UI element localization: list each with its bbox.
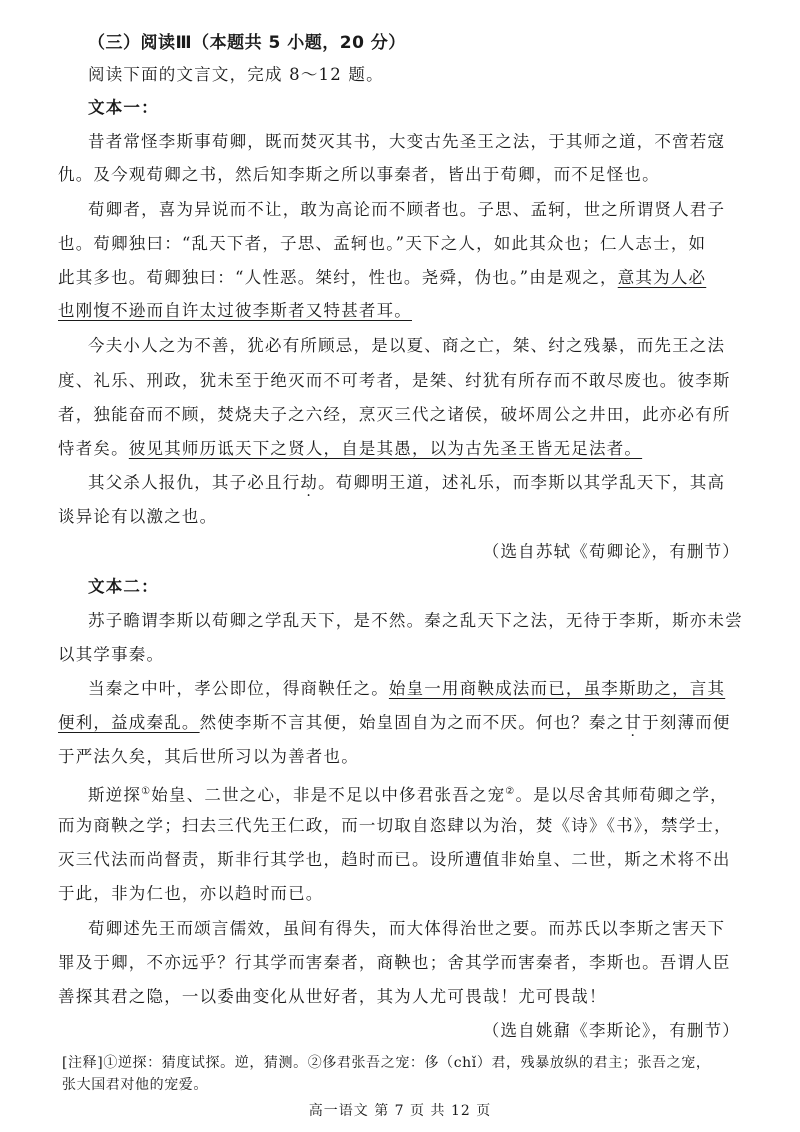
text2-line: 苏子瞻谓李斯以荀卿之学乱天下，是不然。秦之乱天下之法，无待于李斯，斯亦未尝 (88, 611, 743, 630)
text2-line (88, 678, 748, 700)
text2-line: 灭三代法而尚督责，斯非行其学也，趋时而已。设所遭值非始皇、二世，斯之术将不出 (58, 850, 731, 869)
text1-line-part: 。荀卿明王道，述礼乐，而李斯以其学乱天下，其高 (318, 473, 726, 492)
text2-line (88, 781, 748, 807)
text2-line-part: 当秦之中叶，孝公即位，得商鞅任之。 (88, 679, 389, 698)
underlined-sentence: 彼见其师历诋天下之贤人，自是其愚，以为古先圣王皆无足法者。 (128, 439, 643, 458)
text1-line-part: 此其多也。荀卿独曰：“人性恶。桀纣，性也。尧舜，伪也。”由是观之， (58, 268, 618, 287)
text1-line: 度、礼乐、刑政，犹未至于绝灭而不可考者，是桀、纣犹有所存而不敢尽废也。彼李斯 (58, 371, 731, 390)
footnote-marker: ① (141, 786, 152, 797)
text1-line (58, 438, 748, 460)
text1-line-part: 恃者矣。 (58, 439, 129, 458)
text1-line (58, 300, 748, 322)
text2-line: 于此，非为仁也，亦以趋时而已。 (58, 884, 324, 903)
text2-line: 罪及于卿，不亦远乎？行其学而害秦者，商鞅也；舍其学而害秦者，李斯也。吾谓人臣 (58, 953, 731, 972)
text1-line: 谈异论有以激之也。 (58, 507, 218, 526)
emphasis-dot-char: 甘 (624, 713, 643, 732)
text2-line: 以其学事秦。 (58, 645, 165, 664)
underlined-sentence: 便利，益成秦乱。 (58, 713, 200, 732)
underlined-sentence: 始皇一用商鞅成法而已，虽李斯助之，言其 (388, 679, 726, 698)
text2-line: 善探其君之隐，一以委曲变化从世好者，其为人尤可畏哉！尤可畏哉！ (58, 987, 607, 1006)
text2-line: 而为商鞅之学；扫去三代先王仁政，而一切取自恣肆以为治，焚《诗》《书》，禁学士， (58, 816, 732, 835)
underlined-sentence: 也刚愎不逊而自许太过彼李斯者又特甚者耳。 (58, 301, 412, 320)
text1-line (88, 472, 748, 494)
text2-line-part: 始皇、二世之心，非是不足以中侈君张吾之宠 (151, 785, 506, 805)
text1-line: 仇。及今观荀卿之书，然后知李斯之所以事秦者，皆出于荀卿，而不足怪也。 (58, 165, 660, 184)
text2-line-part: 于刻薄而便 (642, 713, 731, 732)
page-footer: 高一语文 第 7 页 共 12 页 (308, 1103, 492, 1119)
text1-line: 者，独能奋而不顾，焚烧夫子之六经，烹灭三代之诸侯，破坏周公之井田，此亦必有所 (58, 405, 731, 424)
text1-line-part: 其父杀人报仇，其子必且行 (88, 473, 301, 492)
annotation-note: [注释]①逆探：猜度试探。逆，猜测。②侈君张吾之宠：侈（chǐ）君，残暴放纵的君主；张吾之宠， (62, 1055, 711, 1071)
footnote-marker: ② (505, 786, 516, 797)
text2-line (58, 712, 748, 734)
emphasis-dot-char: 劫 (300, 473, 319, 492)
text2-label: 文本二： (88, 577, 159, 596)
text1-line: 今夫小人之为不善，犹必有所顾忌，是以夏、商之亡，桀、纣之残暴，而先王之法 (88, 336, 726, 355)
underlined-sentence: 意其为人必 (617, 268, 707, 287)
instruction: 阅读下面的文言文，完成 8～12 题。 (88, 65, 384, 84)
section-title: （三）阅读Ⅲ（本题共 5 小题，20 分） (88, 33, 406, 53)
text2-line-part: 。是以尽舍其师荀卿之学， (515, 785, 728, 805)
text1-line: 昔者常怪李斯事荀卿，既而焚灭其书，大变古先圣王之法，于其师之道，不啻若寇 (88, 132, 726, 151)
annotation-note: 张大国君对他的宠爱。 (62, 1077, 208, 1093)
text2-line-part: 然使李斯不言其便，始皇固自为之而不厌。何也？秦之 (199, 713, 625, 732)
text2-line: 于严法久矣，其后世所习以为善者也。 (58, 747, 359, 766)
text1-line: 也。荀卿独曰：“乱天下者，子思、孟轲也。”天下之人，如此其众也；仁人志士，如 (58, 234, 707, 253)
text2-source: （选自姚鼐《李斯论》，有删节） (482, 1021, 740, 1040)
text1-label: 文本一： (88, 98, 159, 117)
text1-line (58, 267, 748, 289)
text2-line: 荀卿述先王而颂言儒效，虽间有得失，而大体得治世之要。而苏氏以李斯之害天下 (88, 919, 726, 938)
text2-line-part: 斯逆探 (88, 785, 142, 805)
text1-line: 荀卿者，喜为异说而不让，敢为高论而不顾者也。子思、孟轲，世之所谓贤人君子 (88, 200, 726, 219)
text1-source: （选自苏轼《荀卿论》，有删节） (482, 542, 740, 561)
